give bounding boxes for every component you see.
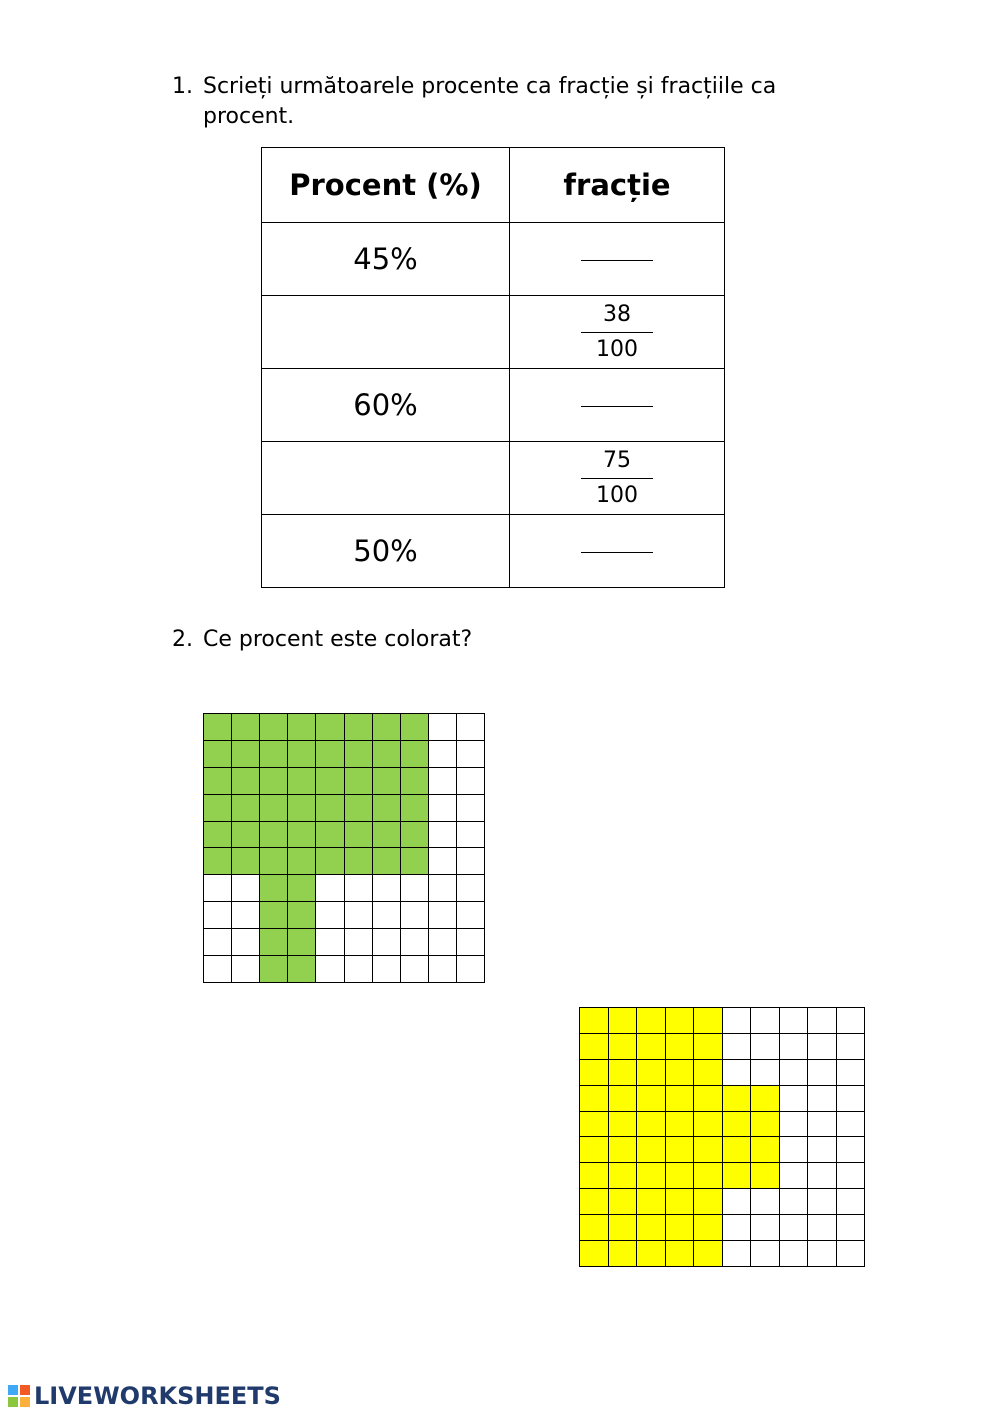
empty-cell xyxy=(808,1137,837,1163)
shaded-cell xyxy=(345,741,373,768)
shaded-cell xyxy=(609,1060,638,1086)
shaded-cell xyxy=(637,1215,666,1241)
shaded-cell xyxy=(260,822,288,849)
shaded-cell xyxy=(666,1163,695,1189)
empty-cell xyxy=(457,875,485,902)
percent-cell xyxy=(262,223,510,296)
shaded-cell xyxy=(288,795,316,822)
empty-cell xyxy=(780,1241,809,1267)
shaded-cell xyxy=(401,822,429,849)
table-row xyxy=(262,515,725,588)
shaded-cell xyxy=(637,1008,666,1034)
shaded-cell xyxy=(694,1112,723,1138)
fraction-cell[interactable] xyxy=(510,515,725,588)
shaded-cell xyxy=(723,1137,752,1163)
empty-cell xyxy=(457,795,485,822)
percent-cell[interactable] xyxy=(262,296,510,369)
empty-cell xyxy=(316,902,344,929)
percent-fraction-table xyxy=(261,147,725,588)
shaded-cell xyxy=(723,1163,752,1189)
empty-cell xyxy=(345,902,373,929)
shaded-cell xyxy=(723,1112,752,1138)
fraction-cell[interactable] xyxy=(510,369,725,442)
shaded-cell xyxy=(232,795,260,822)
empty-cell xyxy=(751,1215,780,1241)
shaded-cell xyxy=(609,1163,638,1189)
empty-cell xyxy=(429,741,457,768)
empty-cell xyxy=(457,956,485,983)
shaded-cell xyxy=(637,1189,666,1215)
fraction-cell[interactable] xyxy=(510,223,725,296)
empty-cell xyxy=(345,929,373,956)
empty-cell xyxy=(837,1189,866,1215)
empty-cell xyxy=(401,902,429,929)
shaded-cell xyxy=(637,1034,666,1060)
logo-mark-square xyxy=(8,1397,18,1407)
empty-cell xyxy=(429,714,457,741)
empty-cell xyxy=(345,875,373,902)
empty-cell xyxy=(808,1215,837,1241)
shaded-cell xyxy=(260,741,288,768)
empty-cell xyxy=(723,1060,752,1086)
empty-cell xyxy=(429,822,457,849)
shaded-cell xyxy=(666,1060,695,1086)
empty-cell xyxy=(232,902,260,929)
empty-cell xyxy=(457,848,485,875)
empty-cell xyxy=(751,1008,780,1034)
shaded-cell xyxy=(288,768,316,795)
shaded-cell xyxy=(288,875,316,902)
shaded-cell xyxy=(232,822,260,849)
shaded-cell xyxy=(204,848,232,875)
fraction-cell xyxy=(510,296,725,369)
empty-cell xyxy=(429,902,457,929)
empty-cell xyxy=(723,1241,752,1267)
empty-cell xyxy=(457,768,485,795)
fraction xyxy=(581,448,653,509)
empty-cell xyxy=(204,929,232,956)
table-row xyxy=(262,442,725,515)
shaded-cell xyxy=(666,1086,695,1112)
fraction-denominator: 100 xyxy=(596,336,638,362)
percent-value: 60% xyxy=(353,388,418,422)
shaded-cell xyxy=(666,1008,695,1034)
empty-cell xyxy=(204,956,232,983)
table-row xyxy=(262,296,725,369)
logo-mark-square xyxy=(20,1385,30,1395)
shaded-cell xyxy=(232,714,260,741)
empty-cell xyxy=(373,875,401,902)
logo-mark-square xyxy=(20,1397,30,1407)
empty-cell xyxy=(780,1086,809,1112)
shaded-cell xyxy=(373,822,401,849)
question-1-number: 1. xyxy=(172,74,193,99)
empty-cell xyxy=(457,902,485,929)
shaded-cell xyxy=(637,1060,666,1086)
shaded-cell xyxy=(694,1034,723,1060)
shaded-cell xyxy=(401,768,429,795)
empty-cell xyxy=(373,929,401,956)
shaded-cell xyxy=(204,714,232,741)
shaded-cell xyxy=(694,1008,723,1034)
empty-cell xyxy=(808,1060,837,1086)
empty-cell xyxy=(232,956,260,983)
shaded-cell xyxy=(316,714,344,741)
shaded-cell xyxy=(751,1112,780,1138)
shaded-cell xyxy=(580,1137,609,1163)
shaded-cell xyxy=(401,795,429,822)
shaded-cell xyxy=(580,1060,609,1086)
shaded-cell xyxy=(204,795,232,822)
empty-cell xyxy=(429,875,457,902)
shaded-cell xyxy=(637,1086,666,1112)
shaded-cell xyxy=(694,1086,723,1112)
shaded-cell xyxy=(288,956,316,983)
percent-cell xyxy=(262,369,510,442)
shaded-cell xyxy=(232,741,260,768)
empty-cell xyxy=(723,1215,752,1241)
shaded-cell xyxy=(580,1241,609,1267)
shaded-cell xyxy=(204,741,232,768)
shaded-cell xyxy=(401,741,429,768)
shaded-cell xyxy=(666,1241,695,1267)
liveworksheets-logo[interactable] xyxy=(8,1382,281,1410)
shaded-cell xyxy=(204,822,232,849)
shaded-cell xyxy=(609,1034,638,1060)
empty-cell xyxy=(780,1215,809,1241)
shaded-cell xyxy=(637,1137,666,1163)
empty-cell xyxy=(751,1241,780,1267)
shaded-cell xyxy=(373,768,401,795)
question-2-text: Ce procent este colorat? xyxy=(203,627,473,652)
empty-cell xyxy=(837,1112,866,1138)
empty-cell xyxy=(837,1215,866,1241)
shaded-cell xyxy=(609,1241,638,1267)
empty-cell xyxy=(316,875,344,902)
empty-cell xyxy=(457,822,485,849)
shaded-cell xyxy=(609,1008,638,1034)
empty-cell xyxy=(401,956,429,983)
shaded-cell xyxy=(288,741,316,768)
shaded-cell xyxy=(345,848,373,875)
shaded-cell xyxy=(666,1215,695,1241)
empty-cell xyxy=(780,1137,809,1163)
shaded-cell xyxy=(401,714,429,741)
empty-cell xyxy=(204,902,232,929)
shaded-cell xyxy=(373,714,401,741)
shaded-cell xyxy=(609,1112,638,1138)
shaded-cell xyxy=(260,929,288,956)
shaded-cell xyxy=(580,1008,609,1034)
fraction-cell xyxy=(510,442,725,515)
empty-cell xyxy=(780,1189,809,1215)
shaded-cell xyxy=(345,768,373,795)
question-2 xyxy=(172,625,852,655)
fraction-blank-line xyxy=(581,552,653,553)
empty-cell xyxy=(373,902,401,929)
empty-cell xyxy=(808,1241,837,1267)
empty-cell xyxy=(751,1189,780,1215)
shaded-cell xyxy=(260,848,288,875)
shaded-cell xyxy=(580,1215,609,1241)
logo-text: LIVEWORKSHEETS xyxy=(34,1382,281,1410)
shaded-cell xyxy=(260,902,288,929)
shaded-cell xyxy=(373,795,401,822)
header-percent: Procent (%) xyxy=(262,148,510,223)
shaded-cell xyxy=(373,848,401,875)
empty-cell xyxy=(232,929,260,956)
empty-cell xyxy=(457,714,485,741)
empty-cell xyxy=(837,1086,866,1112)
percent-value: 45% xyxy=(353,242,418,276)
empty-cell xyxy=(837,1034,866,1060)
empty-cell xyxy=(837,1241,866,1267)
percent-cell[interactable] xyxy=(262,442,510,515)
empty-cell xyxy=(780,1163,809,1189)
empty-cell xyxy=(316,929,344,956)
empty-cell xyxy=(808,1112,837,1138)
empty-cell xyxy=(429,956,457,983)
shaded-cell xyxy=(694,1060,723,1086)
shaded-cell xyxy=(288,822,316,849)
percent-value: 50% xyxy=(353,534,418,568)
empty-cell xyxy=(401,875,429,902)
empty-cell xyxy=(429,848,457,875)
empty-cell xyxy=(780,1034,809,1060)
shaded-cell xyxy=(609,1189,638,1215)
empty-cell xyxy=(723,1189,752,1215)
shaded-cell xyxy=(751,1163,780,1189)
question-2-number: 2. xyxy=(172,627,193,652)
empty-cell xyxy=(837,1008,866,1034)
shaded-cell xyxy=(637,1241,666,1267)
empty-cell xyxy=(373,956,401,983)
empty-cell xyxy=(751,1060,780,1086)
empty-cell xyxy=(780,1008,809,1034)
empty-cell xyxy=(429,795,457,822)
shaded-cell xyxy=(288,714,316,741)
shaded-cell xyxy=(345,795,373,822)
table-row xyxy=(262,369,725,442)
shaded-cell xyxy=(609,1137,638,1163)
empty-cell xyxy=(751,1034,780,1060)
shaded-cell xyxy=(373,741,401,768)
table-row xyxy=(262,223,725,296)
empty-cell xyxy=(808,1034,837,1060)
shaded-cell xyxy=(288,848,316,875)
empty-cell xyxy=(345,956,373,983)
question-1 xyxy=(172,72,852,132)
empty-cell xyxy=(808,1008,837,1034)
shaded-cell xyxy=(260,768,288,795)
shaded-cell xyxy=(609,1215,638,1241)
empty-cell xyxy=(780,1112,809,1138)
shaded-cell xyxy=(316,741,344,768)
shaded-cell xyxy=(666,1112,695,1138)
empty-cell xyxy=(808,1163,837,1189)
shaded-cell xyxy=(316,768,344,795)
shaded-cell xyxy=(609,1086,638,1112)
shaded-cell xyxy=(751,1086,780,1112)
shaded-cell xyxy=(204,768,232,795)
hundred-grid-green xyxy=(203,713,485,983)
shaded-cell xyxy=(694,1163,723,1189)
shaded-cell xyxy=(580,1163,609,1189)
shaded-cell xyxy=(666,1034,695,1060)
empty-cell xyxy=(401,929,429,956)
fraction-numerator: 75 xyxy=(581,448,653,479)
empty-cell xyxy=(457,741,485,768)
header-fraction: fracție xyxy=(510,148,725,223)
shaded-cell xyxy=(694,1241,723,1267)
shaded-cell xyxy=(580,1086,609,1112)
empty-cell xyxy=(723,1034,752,1060)
shaded-cell xyxy=(580,1189,609,1215)
empty-cell xyxy=(808,1189,837,1215)
shaded-cell xyxy=(666,1137,695,1163)
logo-mark-icon xyxy=(8,1385,30,1407)
fraction-numerator: 38 xyxy=(581,302,653,333)
shaded-cell xyxy=(260,714,288,741)
empty-cell xyxy=(723,1008,752,1034)
fraction-blank-line xyxy=(581,406,653,407)
shaded-cell xyxy=(288,902,316,929)
empty-cell xyxy=(232,875,260,902)
empty-cell xyxy=(204,875,232,902)
fraction-denominator: 100 xyxy=(596,482,638,508)
shaded-cell xyxy=(637,1112,666,1138)
empty-cell xyxy=(808,1086,837,1112)
empty-cell xyxy=(457,929,485,956)
shaded-cell xyxy=(345,822,373,849)
hundred-grid-yellow xyxy=(579,1007,865,1267)
table-header-row xyxy=(262,148,725,223)
empty-cell xyxy=(316,956,344,983)
shaded-cell xyxy=(694,1189,723,1215)
shaded-cell xyxy=(260,875,288,902)
question-1-text: Scrieți următoarele procente ca fracție și fracțiile ca procent. xyxy=(203,74,777,129)
empty-cell xyxy=(837,1137,866,1163)
shaded-cell xyxy=(232,848,260,875)
shaded-cell xyxy=(316,848,344,875)
shaded-cell xyxy=(260,795,288,822)
shaded-cell xyxy=(751,1137,780,1163)
shaded-cell xyxy=(316,822,344,849)
shaded-cell xyxy=(288,929,316,956)
percent-cell xyxy=(262,515,510,588)
shaded-cell xyxy=(637,1163,666,1189)
fraction-blank-line xyxy=(581,260,653,261)
empty-cell xyxy=(429,768,457,795)
logo-mark-square xyxy=(8,1385,18,1395)
shaded-cell xyxy=(260,956,288,983)
fraction xyxy=(581,302,653,363)
shaded-cell xyxy=(580,1034,609,1060)
shaded-cell xyxy=(694,1137,723,1163)
shaded-cell xyxy=(694,1215,723,1241)
empty-cell xyxy=(780,1060,809,1086)
shaded-cell xyxy=(345,714,373,741)
shaded-cell xyxy=(401,848,429,875)
empty-cell xyxy=(837,1163,866,1189)
shaded-cell xyxy=(666,1189,695,1215)
shaded-cell xyxy=(580,1112,609,1138)
empty-cell xyxy=(837,1060,866,1086)
shaded-cell xyxy=(723,1086,752,1112)
shaded-cell xyxy=(316,795,344,822)
empty-cell xyxy=(429,929,457,956)
shaded-cell xyxy=(232,768,260,795)
